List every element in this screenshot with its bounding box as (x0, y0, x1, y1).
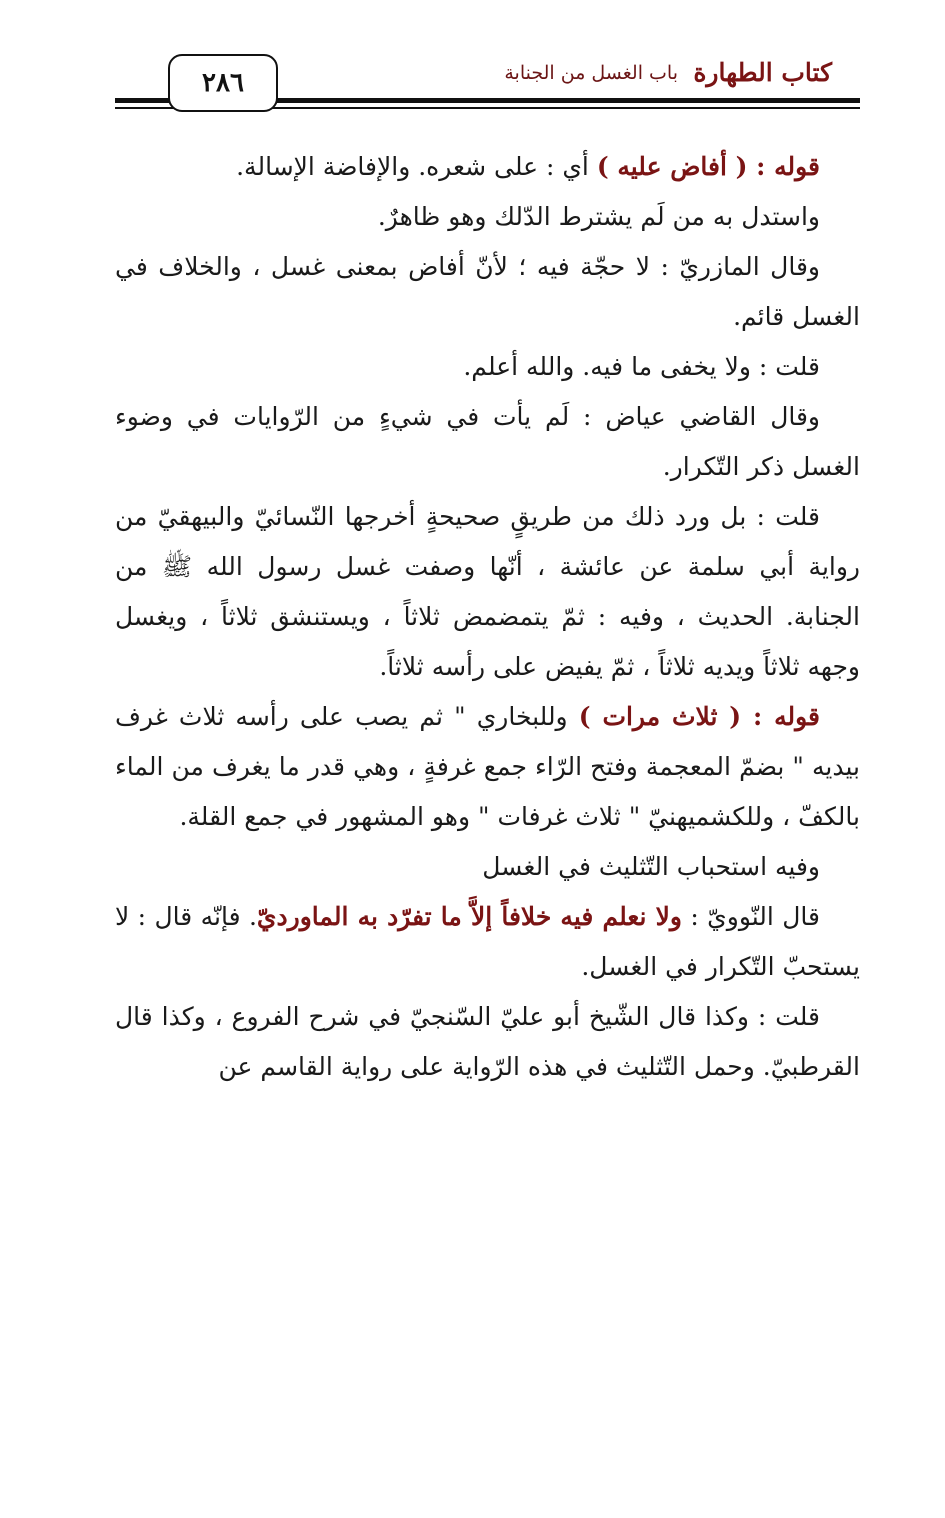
paragraph (115, 892, 860, 992)
paragraph (115, 342, 860, 392)
page-body (115, 142, 860, 1092)
paragraph-text: وقال المازريّ : لا حجّة فيه ؛ لأنّ أفاض بمعنى غسل ، والخلاف في الغسل قائم. (115, 252, 860, 331)
paragraph-text: وقال القاضي عياض : لَم يأت في شيءٍ من الرّوايات في وضوء الغسل ذكر التّكرار. (115, 402, 860, 481)
quoted-phrase: ولا نعلم فيه خلافاً إلاَّ ما تفرّد به الماورديّ (256, 902, 682, 931)
paragraph (115, 242, 860, 342)
page-number-box (168, 54, 278, 112)
paragraph-text: أي : على شعره. والإفاضة الإسالة. (236, 152, 597, 181)
quoted-phrase: قوله : ( ثلاث مرات ) (578, 702, 820, 731)
paragraph-text: قلت : ولا يخفى ما فيه. والله أعلم. (463, 352, 820, 381)
paragraph (115, 192, 860, 242)
paragraph-text: وفيه استحباب التّثليث في الغسل (482, 852, 820, 881)
paragraph-text: . فإنّه قال : لا يستحبّ التّكرار في الغسل. (115, 902, 860, 981)
book-title: كتاب الطهارة (693, 58, 832, 87)
paragraph (115, 842, 860, 892)
paragraph (115, 392, 860, 492)
chapter-title: باب الغسل من الجنابة (504, 62, 678, 84)
page-header (115, 50, 860, 110)
paragraph-text: قلت : بل ورد ذلك من طريقٍ صحيحةٍ أخرجها النّسائيّ والبيهقيّ من رواية أبي سلمة عن عائشة ، أنّها وصفت غسل رسول الله ﷺ من الجنابة. الحديث ، وفيه : ثمّ يتمضمض ثلاثاً ، ويستنشق ثلاثاً ، ويغسل وجهه ثلاثاً ويديه ثلاثاً ، ثمّ يفيض على رأسه ثلاثاً. (115, 502, 860, 681)
paragraph-text: قلت : وكذا قال الشّيخ أبو عليّ السّنجيّ في شرح الفروع ، وكذا قال القرطبيّ. وحمل التّثليث في هذه الرّواية على رواية القاسم عن (115, 1002, 860, 1081)
paragraph-text: واستدل به من لَم يشترط الدّلك وهو ظاهرٌ. (377, 202, 820, 231)
paragraph-text: وللبخاري " ثم يصب على رأسه ثلاث غرف بيديه " بضمّ المعجمة وفتح الرّاء جمع غرفةٍ ، وهي قدر ما يغرف من الماء بالكفّ ، وللكشميهنيّ " ثلاث غرفات " وهو المشهور في جمع القلة. (115, 702, 860, 831)
quoted-phrase: قوله : ( أفاض عليه ) (596, 152, 820, 181)
paragraph (115, 142, 860, 192)
paragraph-text: قال النّوويّ : (681, 902, 820, 931)
paragraph (115, 492, 860, 692)
page-number: ٢٨٦ (202, 68, 244, 98)
paragraph (115, 692, 860, 842)
paragraph (115, 992, 860, 1092)
